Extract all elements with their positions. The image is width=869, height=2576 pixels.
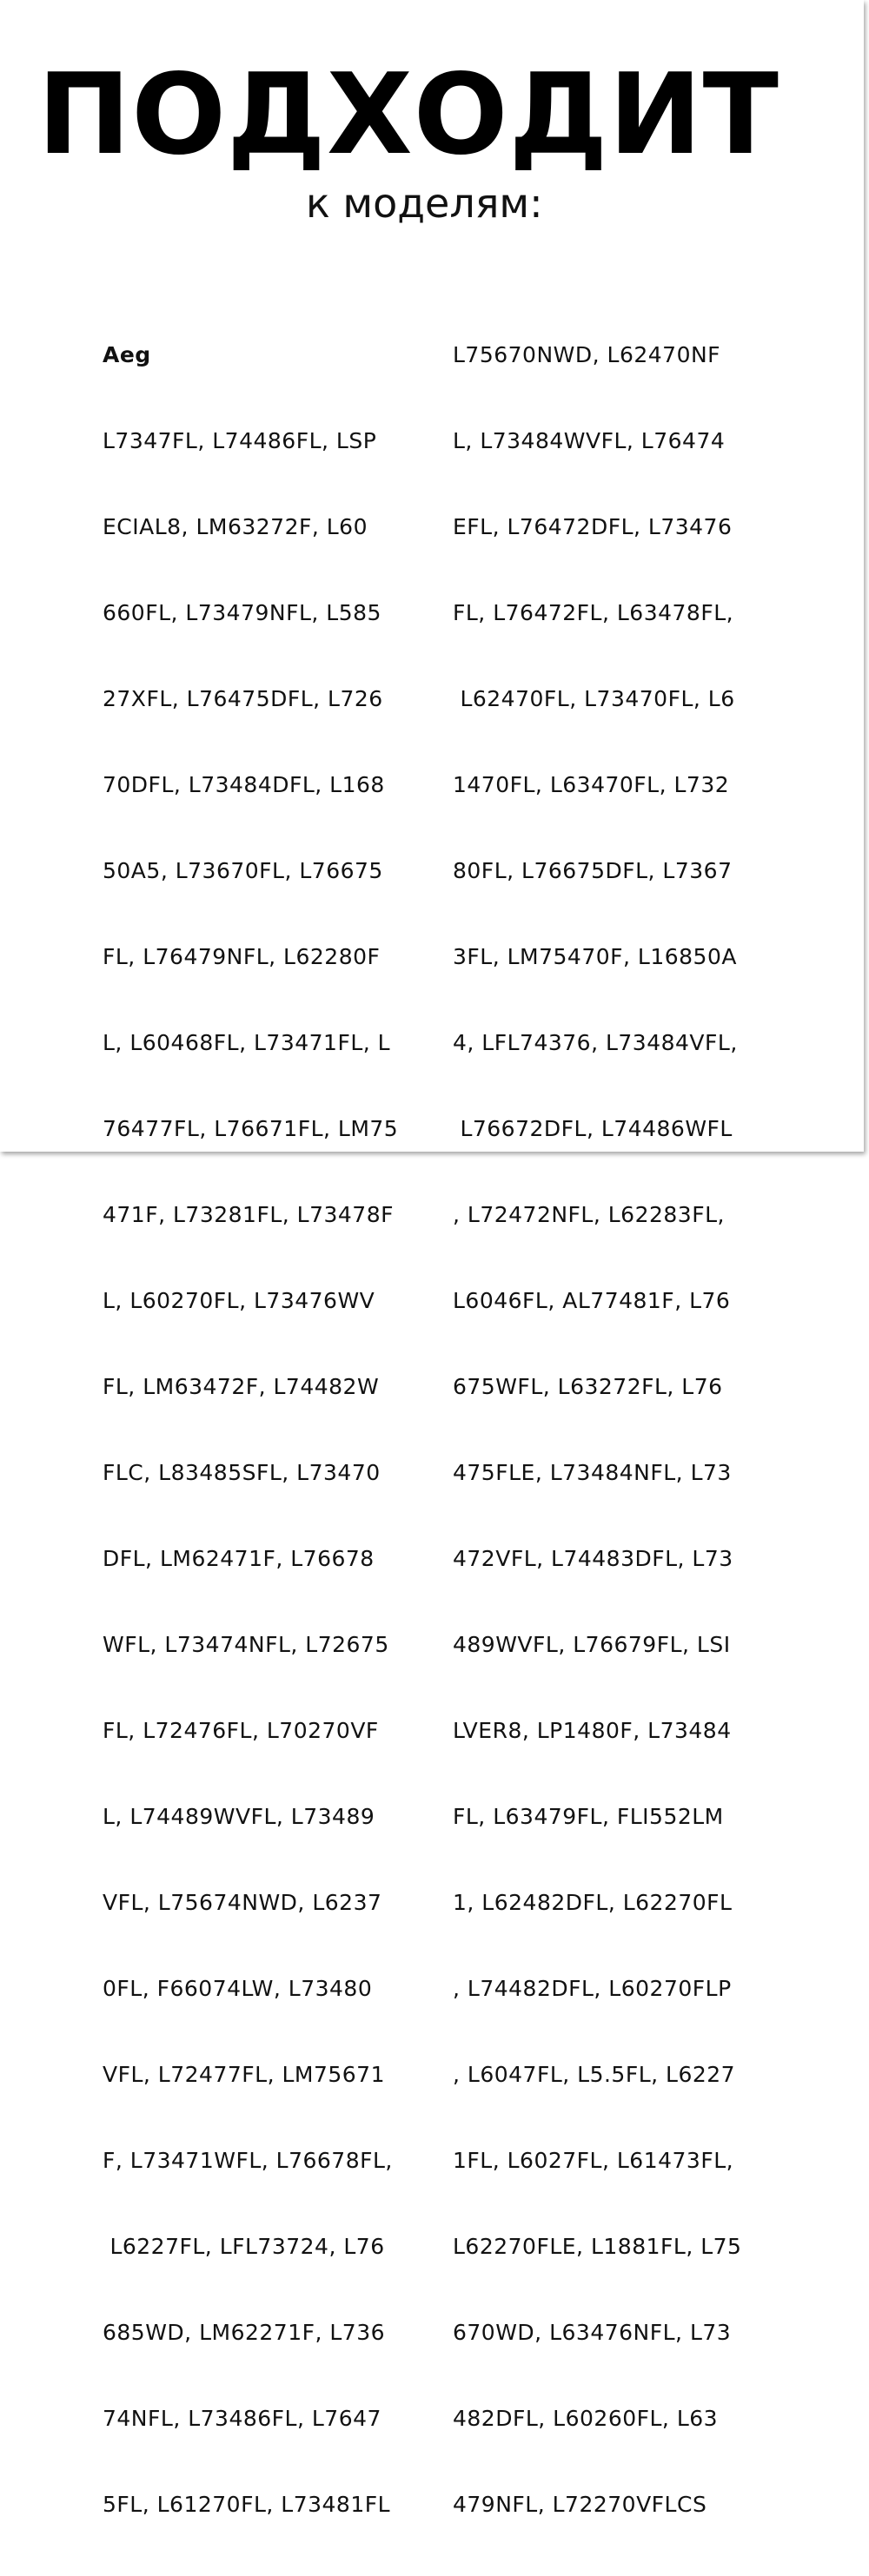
model-line: 675WFL, L63272FL, L76 xyxy=(453,1374,723,1399)
model-line: , L6047FL, L5.5FL, L6227 xyxy=(453,2062,736,2087)
model-line: L76672DFL, L74486WFL xyxy=(453,1116,733,1141)
model-line: 482DFL, L60260FL, L63 xyxy=(453,2406,719,2431)
model-line: L62270FLE, L1881FL, L75 xyxy=(453,2234,742,2259)
model-line: 1FL, L6027FL, L61473FL, xyxy=(453,2148,734,2173)
model-line: EFL, L76472DFL, L73476 xyxy=(453,514,733,539)
model-line: L7347FL, L74486FL, LSP xyxy=(103,428,377,453)
page-title: ПОДХОДИТ xyxy=(37,50,779,180)
model-line: DFL, LM62471F, L76678 xyxy=(103,1546,375,1571)
model-line: 475FLE, L73484NFL, L73 xyxy=(453,1460,732,1485)
model-line: 3FL, LM75470F, L16850A xyxy=(453,944,737,969)
model-line: WFL, L73474NFL, L72675 xyxy=(103,1632,389,1657)
model-line: 74NFL, L73486FL, L7647 xyxy=(103,2406,381,2431)
page-subtitle: к моделям: xyxy=(306,180,543,227)
model-line: 1470FL, L63470FL, L732 xyxy=(453,772,730,797)
model-line: LVER8, LP1480F, L73484 xyxy=(453,1718,732,1743)
model-line: 1, L62482DFL, L62270FL xyxy=(453,1890,733,1915)
model-line: 471F, L73281FL, L73478F xyxy=(103,1202,394,1227)
model-line: , L74482DFL, L60270FLP xyxy=(453,1976,732,2001)
model-line: 5FL, L61270FL, L73481FL xyxy=(103,2492,391,2517)
model-line: F, L73471WFL, L76678FL, xyxy=(103,2148,393,2173)
model-line: 472VFL, L74483DFL, L73 xyxy=(453,1546,733,1571)
model-line: L, L73484WVFL, L76474 xyxy=(453,428,726,453)
model-line: 76477FL, L76671FL, LM75 xyxy=(103,1116,399,1141)
model-line: L, L60468FL, L73471FL, L xyxy=(103,1030,391,1055)
model-line: 660FL, L73479NFL, L585 xyxy=(103,600,381,625)
model-line: VFL, L72477FL, LM75671 xyxy=(103,2062,385,2087)
model-line: 70DFL, L73484DFL, L168 xyxy=(103,772,385,797)
model-line: L62470FL, L73470FL, L6 xyxy=(453,686,735,711)
model-line: ECIAL8, LM63272F, L60 xyxy=(103,514,368,539)
model-line: VFL, L75674NWD, L6237 xyxy=(103,1890,382,1915)
model-line: FL, L63479FL, FLI552LM xyxy=(453,1804,724,1829)
model-line: L, L60270FL, L73476WV xyxy=(103,1288,375,1313)
model-line: 80FL, L76675DFL, L7367 xyxy=(453,858,733,883)
model-line: L75670NWD, L62470NF xyxy=(453,342,721,367)
brand-name: Aeg xyxy=(103,342,151,367)
model-line: L6227FL, LFL73724, L76 xyxy=(103,2234,385,2259)
model-line: 50A5, L73670FL, L76675 xyxy=(103,858,383,883)
model-line: FL, L76472FL, L63478FL, xyxy=(453,600,734,625)
model-line: FLC, L83485SFL, L73470 xyxy=(103,1460,381,1485)
models-column-right xyxy=(453,283,741,2576)
model-line: 0FL, F66074LW, L73480 xyxy=(103,1976,373,2001)
model-line: L, L74489WVFL, L73489 xyxy=(103,1804,375,1829)
model-line: FL, L72476FL, L70270VF xyxy=(103,1718,379,1743)
model-line: 670WD, L63476NFL, L73 xyxy=(453,2320,732,2345)
model-line: FL, LM63472F, L74482W xyxy=(103,1374,380,1399)
model-line: 27XFL, L76475DFL, L726 xyxy=(103,686,383,711)
models-column-left xyxy=(103,283,398,2576)
model-line: , L72472NFL, L62283FL, xyxy=(453,1202,725,1227)
model-line: L6046FL, AL77481F, L76 xyxy=(453,1288,731,1313)
model-line: 4, LFL74376, L73484VFL, xyxy=(453,1030,738,1055)
model-line: 685WD, LM62271F, L736 xyxy=(103,2320,386,2345)
model-line: 479NFL, L72270VFLCS xyxy=(453,2492,707,2517)
model-line: FL, L76479NFL, L62280F xyxy=(103,944,381,969)
model-line: 489WVFL, L76679FL, LSI xyxy=(453,1632,731,1657)
